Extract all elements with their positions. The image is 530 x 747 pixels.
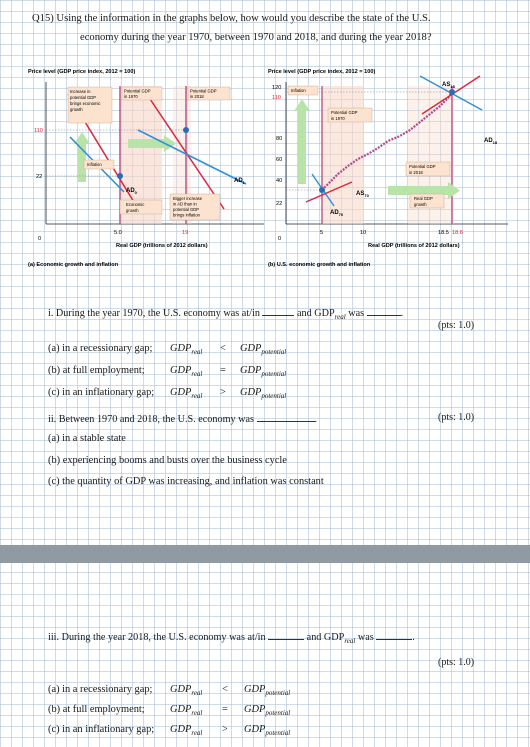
b-as18-label: $AS_{18}$ — [442, 82, 455, 89]
box-bigger-l3: potential GDP — [173, 207, 200, 212]
b-xtick-186: 18.6 — [452, 230, 463, 236]
part-i-blank-2[interactable] — [367, 306, 401, 316]
graph-a-ytick-22: 22 — [36, 174, 43, 180]
part-iii-pts: (pts: 1.0) — [438, 657, 475, 668]
graph-a-caption: (a) Economic growth and inflation — [28, 262, 119, 268]
b-box-pot-2018-l2: in 2018 — [409, 170, 423, 175]
graph-b-caption: (b) U.S. economic growth and inflation — [268, 262, 371, 268]
part-i-option-a-sym: < — [220, 343, 226, 354]
b-dot-1970 — [319, 187, 325, 193]
b-box-pot-1970-l1: Potential GDP — [331, 110, 358, 115]
part-iii-option-b-sym: = — [222, 704, 228, 715]
graph-b-ylabel: Price level (GDP price index, 2012 = 100) — [268, 69, 376, 75]
part-i-pts: (pts: 1.0) — [438, 320, 475, 331]
part-iii-option-a-rhs: $GDP_{potential}$ — [244, 684, 291, 698]
part-iii-option-a-lhs: $GDP_{real}$ — [170, 684, 203, 698]
b-box-realgdp-l1: Real GDP — [414, 196, 433, 201]
graph-a-xtick-5: 5.0 — [114, 230, 122, 236]
b-inflation-arrow — [298, 109, 306, 184]
part-iii-option-c-rhs: $GDP_{potential}$ — [244, 724, 291, 738]
box-econ-growth-l2: growth — [126, 208, 139, 213]
graph-a-ylabel: Price level (GDP price index, 2012 = 100) — [28, 69, 136, 75]
part-i-option-b[interactable]: (b) at full employment; — [48, 365, 145, 376]
box-pot-2018-l1: Potential GDP — [190, 88, 217, 94]
box-increase-l4: growth — [70, 107, 83, 112]
graph-b-xlabel: Real GDP (trillions of 2012 dollars) — [368, 243, 460, 249]
graph-a-ytick-0: 0 — [38, 236, 42, 242]
part-iii-option-b[interactable]: (b) at full employment; — [48, 704, 145, 715]
part-ii-blank[interactable] — [257, 412, 315, 422]
b-box-inflation-text: Inflation — [291, 88, 306, 93]
part-iii-option-a-sym: < — [222, 684, 228, 695]
ad0-label: $AD_0$ — [126, 188, 137, 195]
b-ytick-120: 120 — [272, 85, 282, 91]
graph-a-xlabel: Real GDP (trillions of 2012 dollars) — [116, 243, 208, 249]
box-pot-2018-l2: in 2018 — [190, 94, 204, 99]
part-iii-option-c-sym: > — [222, 724, 228, 735]
box-pot-1970-l1: Potential GDP — [124, 88, 151, 94]
box-increase-l1: Increase in — [70, 89, 91, 94]
part-i-option-c-rhs: $GDP_{potential}$ — [240, 387, 287, 401]
part-ii-option-c[interactable]: (c) the quantity of GDP was increasing, and inflation was constant — [48, 476, 324, 487]
b-box-pot-2018-l1: Potential GDP — [409, 164, 436, 169]
graph-b-shade — [322, 86, 364, 224]
part-i-option-c-sym: > — [220, 387, 226, 398]
part-iii-option-b-rhs: $GDP_{potential}$ — [244, 704, 291, 718]
b-ytick-0: 0 — [278, 236, 282, 242]
box-bigger-l4: brings inflation — [173, 212, 201, 218]
part-i-option-a-lhs: $GDP_{real}$ — [170, 343, 203, 357]
b-box-pot-1970-l2: in 1970 — [331, 116, 345, 121]
part-iii-prompt: iii. During the year 2018, the U.S. economy was at/in and $GDP_{real}$ was . — [48, 632, 415, 646]
ad1-label: $AD_1$ — [234, 178, 245, 185]
graph-a-xtick-19: 19 — [182, 230, 189, 236]
part-iii-option-c-lhs: $GDP_{real}$ — [170, 724, 203, 738]
b-ad70-label: $AD_{70}$ — [330, 210, 344, 217]
box-pot-1970-l2: in 1970 — [124, 94, 138, 99]
b-ytick-40: 40 — [276, 178, 283, 184]
b-growth-arrow — [388, 186, 448, 195]
b-ytick-110: 110 — [272, 95, 281, 101]
part-ii-option-a[interactable]: (a) in a stable state — [48, 433, 126, 444]
b-dot-2018 — [449, 89, 455, 95]
part-ii-option-b[interactable]: (b) experiencing booms and busts over the business cycle — [48, 455, 287, 466]
part-i-option-a[interactable]: (a) in a recessionary gap; — [48, 343, 153, 354]
part-i-option-b-lhs: $GDP_{real}$ — [170, 365, 203, 379]
b-ytick-60: 60 — [276, 157, 283, 163]
part-i-option-c[interactable]: (c) in an inflationary gap; — [48, 387, 155, 398]
part-iii-option-b-lhs: $GDP_{real}$ — [170, 704, 203, 718]
b-ytick-22: 22 — [276, 201, 283, 207]
part-i-prompt: i. During the year 1970, the U.S. economy was at/in and $GDP_{real}$ was . — [48, 308, 404, 322]
box-inflation-text: Inflation — [87, 162, 102, 167]
graph-b — [268, 64, 514, 274]
part-i-option-b-sym: = — [220, 365, 226, 376]
box-bigger-l1: Bigger increase — [173, 196, 203, 201]
equilibrium-dot-1970 — [117, 173, 123, 179]
part-iii-option-a[interactable]: (a) in a recessionary gap; — [48, 684, 153, 695]
part-i-blank-1[interactable] — [262, 306, 294, 316]
part-iii-blank-2[interactable] — [376, 630, 412, 640]
b-ad18-label: $AD_{18}$ — [484, 138, 498, 145]
graph-a — [28, 64, 268, 274]
b-xtick-185: 18.5 — [438, 230, 449, 236]
box-increase-l3: brings economic — [70, 101, 101, 106]
b-xtick-10: 10 — [360, 230, 367, 236]
part-iii-blank-1[interactable] — [268, 630, 304, 640]
question-line-1: Q15) Using the information in the graphs below, how would you describe the state of the U.S. — [32, 13, 431, 24]
question-line-2: economy during the year 1970, between 1970 and 2018, and during the year 2018? — [80, 32, 432, 43]
part-ii-prompt: ii. Between 1970 and 2018, the U.S. economy was . — [48, 414, 318, 425]
b-xtick-5: 5 — [320, 230, 324, 236]
part-iii-option-c[interactable]: (c) in an inflationary gap; — [48, 724, 155, 735]
box-increase-l2: potential GDP — [70, 95, 97, 100]
part-i-option-a-rhs: $GDP_{potential}$ — [240, 343, 287, 357]
b-ytick-80: 80 — [276, 136, 283, 142]
equilibrium-dot-2018 — [183, 127, 189, 133]
part-ii-pts: (pts: 1.0) — [438, 412, 475, 423]
b-box-realgdp-l2: growth — [414, 202, 427, 207]
page-separator — [0, 545, 530, 563]
graph-a-ytick-110: 110 — [34, 128, 43, 134]
part-i-option-b-rhs: $GDP_{potential}$ — [240, 365, 287, 379]
b-as70-label: $AS_{70}$ — [356, 191, 369, 198]
box-bigger-l2: in AD than in — [173, 201, 197, 207]
box-econ-growth-l1: Economic — [126, 202, 145, 207]
part-i-option-c-lhs: $GDP_{real}$ — [170, 387, 203, 401]
